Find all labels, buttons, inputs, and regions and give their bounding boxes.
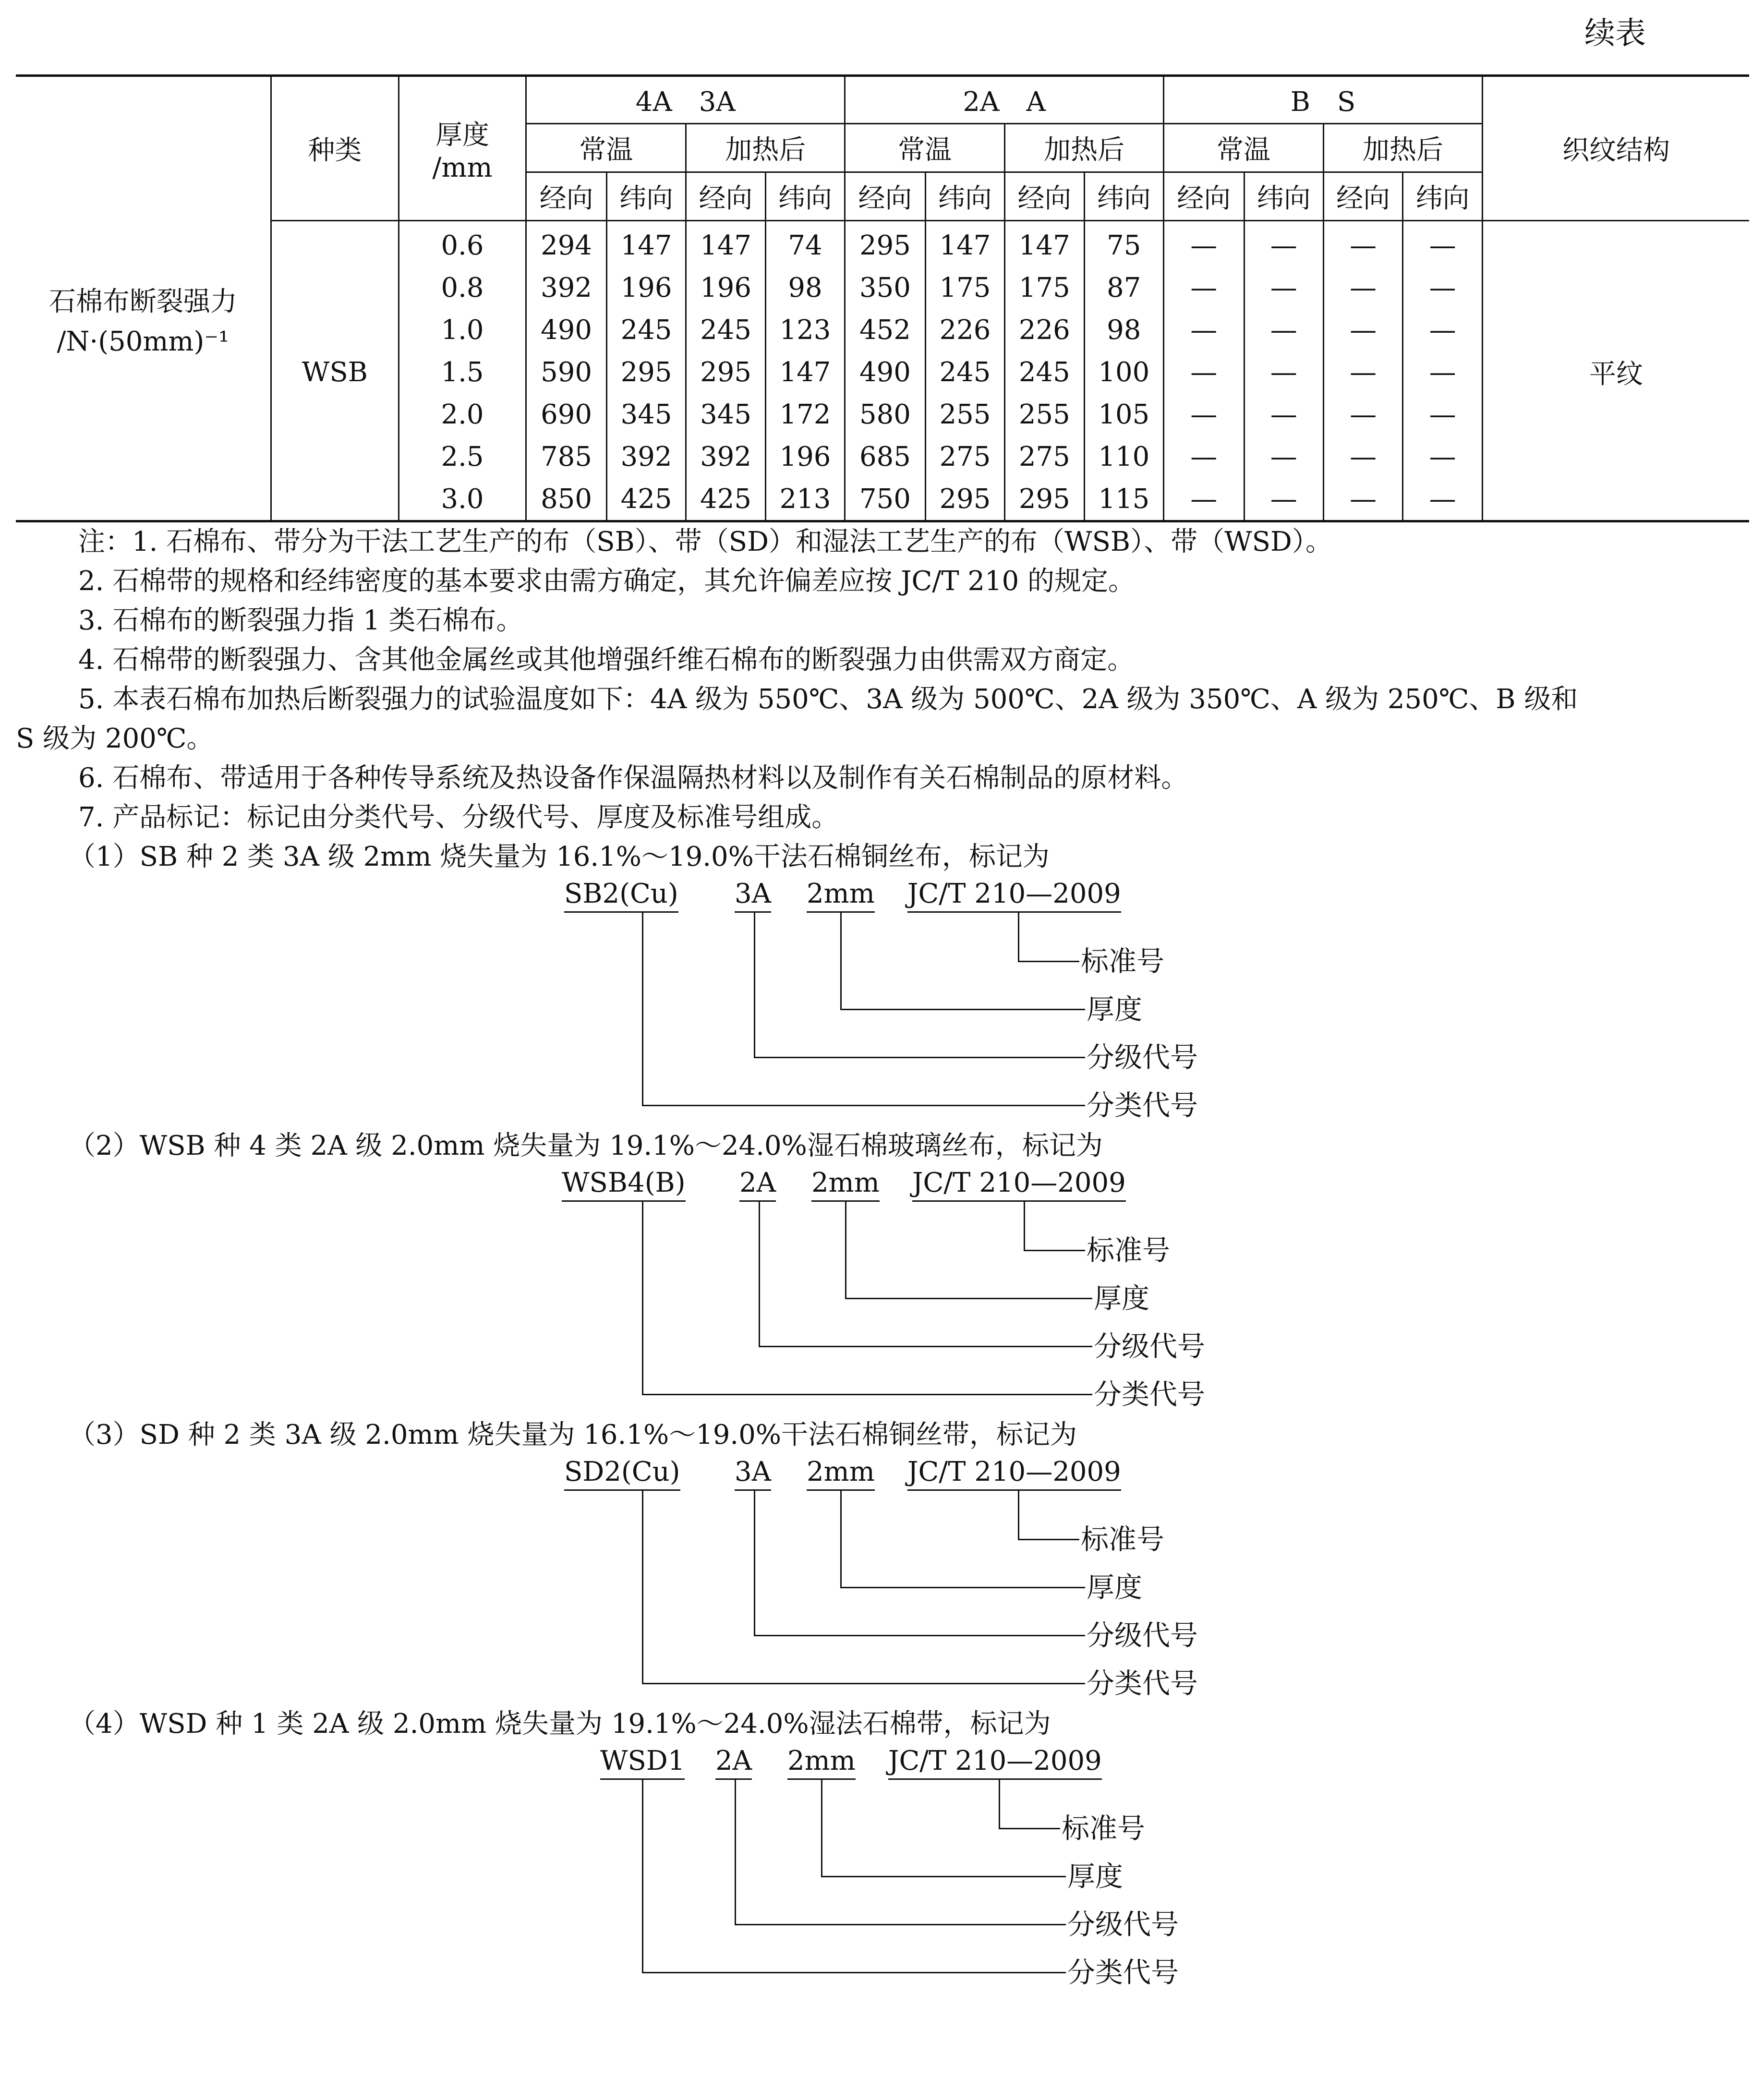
thickness-cell: 1.5 [399, 351, 526, 393]
example-4-title: （4）WSD 种 1 类 2A 级 2.0mm 烧失量为 19.1%～24.0%湿法石棉带，标记为 [69, 1708, 1051, 1740]
direction-header: 纬向 [606, 172, 686, 221]
connector-line [845, 1202, 846, 1299]
value-cell: — [1403, 435, 1482, 478]
value-cell: 255 [925, 393, 1004, 435]
standard-code: JC/T 210—2009 [912, 1166, 1126, 1202]
value-cell: 110 [1084, 435, 1163, 478]
direction-header: 纬向 [765, 172, 845, 221]
grade-group-header: B S [1164, 76, 1483, 124]
value-cell: 115 [1084, 478, 1163, 521]
connector-line [642, 1202, 643, 1395]
connector-line [754, 913, 755, 1058]
value-cell: 425 [606, 478, 686, 521]
connector-line [840, 1491, 842, 1588]
table-row [16, 221, 1749, 267]
thickness-header-label: 厚度 [435, 119, 490, 151]
table-body [16, 221, 1749, 521]
value-cell: 850 [526, 478, 606, 521]
value-cell: — [1323, 221, 1402, 267]
value-cell: — [1164, 393, 1244, 435]
condition-header: 加热后 [1323, 124, 1482, 172]
weave-cell: 平纹 [1482, 221, 1749, 521]
condition-header: 常温 [845, 124, 1005, 172]
value-cell: 490 [845, 351, 925, 393]
value-cell: 245 [925, 351, 1004, 393]
value-cell: — [1244, 393, 1323, 435]
value-cell: 147 [606, 221, 686, 267]
connector-line [642, 1972, 1066, 1973]
thickness-cell: 1.0 [399, 309, 526, 351]
grade-code: 3A [735, 1455, 771, 1491]
thickness-code: 2mm [807, 877, 875, 913]
value-cell: 245 [606, 309, 686, 351]
connector-line [1018, 1491, 1019, 1540]
connector-line [735, 1780, 736, 1925]
grade-code: 2A [739, 1166, 776, 1202]
thickness-label: 厚度 [1087, 1571, 1143, 1604]
value-cell: 226 [1005, 309, 1084, 351]
thickness-cell: 3.0 [399, 478, 526, 521]
value-cell: 255 [1005, 393, 1084, 435]
connector-line [1018, 961, 1079, 962]
value-cell: — [1403, 266, 1482, 309]
value-cell: — [1164, 221, 1244, 267]
connector-line [642, 1105, 1085, 1106]
value-cell: 226 [925, 309, 1004, 351]
value-cell: — [1244, 309, 1323, 351]
thickness-cell: 0.8 [399, 266, 526, 309]
connector-line [999, 1828, 1060, 1829]
category-label: 分类代号 [1087, 1089, 1198, 1122]
value-cell: 245 [686, 309, 765, 351]
grade-label: 分级代号 [1087, 1041, 1198, 1074]
direction-header: 纬向 [925, 172, 1004, 221]
direction-header: 经向 [1164, 172, 1244, 221]
continued-label: 续表 [1584, 16, 1646, 51]
category-code: WSB4(B) [562, 1166, 686, 1202]
example-1-title: （1）SB 种 2 类 3A 级 2mm 烧失量为 16.1%～19.0%干法石棉铜丝布，标记为 [69, 841, 1050, 872]
value-cell: 147 [765, 351, 845, 393]
value-cell: — [1323, 478, 1402, 521]
value-cell: 147 [925, 221, 1004, 267]
property-title: 石棉布断裂强力 [48, 286, 237, 318]
category-code: SB2(Cu) [564, 877, 678, 913]
category-label: 分类代号 [1094, 1378, 1206, 1411]
connector-line [759, 1202, 760, 1347]
value-cell: — [1164, 351, 1244, 393]
marking-diagram-1 [16, 877, 1749, 1122]
connector-line [754, 1635, 1085, 1636]
value-cell: 87 [1084, 266, 1163, 309]
connector-line [845, 1298, 1092, 1299]
value-cell: — [1323, 351, 1402, 393]
value-cell: — [1244, 435, 1323, 478]
value-cell: 295 [845, 221, 925, 267]
standard-label: 标准号 [1081, 1523, 1165, 1556]
grade-label: 分级代号 [1094, 1330, 1206, 1363]
category-label: 分类代号 [1067, 1956, 1179, 1989]
weave-header: 织纹结构 [1482, 76, 1749, 221]
thickness-header [399, 76, 526, 221]
notes-section [16, 522, 1749, 1989]
value-cell: 100 [1084, 351, 1163, 393]
connector-line [642, 913, 643, 1106]
standard-label: 标准号 [1081, 945, 1165, 978]
example-2-title: （2）WSB 种 4 类 2A 级 2.0mm 烧失量为 19.1%～24.0%湿石棉玻璃丝布，标记为 [69, 1130, 1103, 1161]
value-cell: — [1403, 309, 1482, 351]
value-cell: 295 [686, 351, 765, 393]
direction-header: 纬向 [1084, 172, 1163, 221]
grade-code: 2A [715, 1744, 752, 1780]
note-5-continued: S 级为 200℃。 [16, 723, 214, 754]
value-cell: — [1244, 266, 1323, 309]
connector-line [642, 1683, 1085, 1684]
connector-line [735, 1924, 1066, 1925]
value-cell: — [1403, 393, 1482, 435]
note-1: 注：1. 石棉布、带分为干法工艺生产的布（SB）、带（SD）和湿法工艺生产的布（WSB）、带（WSD）。 [78, 526, 1332, 557]
note-5: 5. 本表石棉布加热后断裂强力的试验温度如下：4A 级为 550℃、3A 级为 500℃、2A 级为 350℃、A 级为 250℃、B 级和 [78, 684, 1578, 715]
value-cell: 580 [845, 393, 925, 435]
value-cell: 147 [686, 221, 765, 267]
value-cell: 392 [686, 435, 765, 478]
standard-code: JC/T 210—2009 [907, 877, 1121, 913]
value-cell: 452 [845, 309, 925, 351]
property-unit: /N·(50mm)⁻¹ [57, 326, 230, 358]
grade-group-header: 2A A [845, 76, 1164, 124]
thickness-header-unit: /mm [432, 152, 493, 183]
thickness-label: 厚度 [1087, 993, 1143, 1026]
connector-line [840, 1587, 1085, 1588]
connector-line [1024, 1250, 1085, 1251]
value-cell: 74 [765, 221, 845, 267]
value-cell: 425 [686, 478, 765, 521]
connector-line [1018, 913, 1019, 962]
marking-diagram-2 [16, 1166, 1749, 1411]
value-cell: 350 [845, 266, 925, 309]
grade-group-header: 4A 3A [526, 76, 845, 124]
direction-header: 经向 [845, 172, 925, 221]
thickness-code: 2mm [807, 1455, 875, 1491]
connector-line [754, 1057, 1085, 1058]
connector-line [999, 1780, 1000, 1829]
condition-header: 加热后 [686, 124, 845, 172]
value-cell: 750 [845, 478, 925, 521]
value-cell: 196 [686, 266, 765, 309]
value-cell: 98 [765, 266, 845, 309]
value-cell: 196 [765, 435, 845, 478]
value-cell: — [1164, 309, 1244, 351]
value-cell: 295 [1005, 478, 1084, 521]
category-code: SD2(Cu) [564, 1455, 680, 1491]
direction-header: 经向 [686, 172, 765, 221]
standard-code: JC/T 210—2009 [888, 1744, 1102, 1780]
connector-line [759, 1346, 1092, 1347]
thickness-cell: 2.0 [399, 393, 526, 435]
value-cell: 172 [765, 393, 845, 435]
value-cell: 105 [1084, 393, 1163, 435]
grade-code: 3A [735, 877, 771, 913]
value-cell: 392 [526, 266, 606, 309]
kind-header: 种类 [271, 76, 399, 221]
value-cell: — [1323, 393, 1402, 435]
value-cell: 690 [526, 393, 606, 435]
direction-header: 纬向 [1403, 172, 1482, 221]
condition-header: 常温 [1164, 124, 1324, 172]
thickness-code: 2mm [811, 1166, 880, 1202]
kind-cell: WSB [271, 221, 399, 521]
value-cell: 275 [925, 435, 1004, 478]
value-cell: 213 [765, 478, 845, 521]
value-cell: 785 [526, 435, 606, 478]
marking-diagram-4 [16, 1744, 1749, 1989]
value-cell: — [1164, 266, 1244, 309]
thickness-code: 2mm [787, 1744, 856, 1780]
connector-line [840, 1009, 1085, 1010]
direction-header: 经向 [526, 172, 606, 221]
direction-header: 纬向 [1244, 172, 1323, 221]
value-cell: — [1323, 266, 1402, 309]
value-cell: 685 [845, 435, 925, 478]
value-cell: 175 [925, 266, 1004, 309]
value-cell: 345 [686, 393, 765, 435]
example-3-title: （3）SD 种 2 类 3A 级 2.0mm 烧失量为 16.1%～19.0%干法石棉铜丝带，标记为 [69, 1419, 1077, 1450]
value-cell: — [1164, 478, 1244, 521]
property-cell [16, 221, 271, 521]
direction-header: 经向 [1323, 172, 1402, 221]
thickness-cell: 2.5 [399, 435, 526, 478]
category-label: 分类代号 [1087, 1667, 1198, 1700]
connector-line [1018, 1539, 1079, 1540]
category-code: WSD1 [600, 1744, 685, 1780]
connector-line [642, 1780, 643, 1973]
value-cell: — [1323, 435, 1402, 478]
value-cell: 175 [1005, 266, 1084, 309]
value-cell: — [1403, 351, 1482, 393]
value-cell: 123 [765, 309, 845, 351]
value-cell: 294 [526, 221, 606, 267]
value-cell: — [1164, 435, 1244, 478]
value-cell: 295 [925, 478, 1004, 521]
standard-label: 标准号 [1062, 1812, 1146, 1845]
connector-line [840, 913, 842, 1010]
connector-line [642, 1394, 1092, 1395]
value-cell: 590 [526, 351, 606, 393]
value-cell: — [1244, 221, 1323, 267]
condition-header: 加热后 [1005, 124, 1164, 172]
value-cell: — [1403, 478, 1482, 521]
connector-line [821, 1780, 822, 1877]
marking-diagram-3 [16, 1455, 1749, 1700]
thickness-label: 厚度 [1067, 1860, 1124, 1893]
connector-line [1024, 1202, 1025, 1251]
value-cell: — [1244, 351, 1323, 393]
thickness-cell: 0.6 [399, 221, 526, 267]
grade-label: 分级代号 [1067, 1908, 1179, 1941]
note-6: 6. 石棉布、带适用于各种传导系统及热设备作保温隔热材料以及制作有关石棉制品的原材料。 [78, 762, 1188, 794]
direction-header: 经向 [1005, 172, 1084, 221]
property-header-cell [16, 76, 271, 221]
value-cell: 245 [1005, 351, 1084, 393]
connector-line [821, 1876, 1066, 1877]
value-cell: 196 [606, 266, 686, 309]
value-cell: — [1323, 309, 1402, 351]
strength-table [16, 74, 1749, 522]
value-cell: 345 [606, 393, 686, 435]
thickness-label: 厚度 [1094, 1282, 1150, 1315]
value-cell: 275 [1005, 435, 1084, 478]
value-cell: — [1403, 221, 1482, 267]
value-cell: 490 [526, 309, 606, 351]
note-3: 3. 石棉布的断裂强力指 1 类石棉布。 [78, 605, 523, 636]
standard-label: 标准号 [1087, 1234, 1171, 1267]
note-4: 4. 石棉带的断裂强力、含其他金属丝或其他增强纤维石棉布的断裂强力由供需双方商定。 [78, 644, 1135, 676]
note-2: 2. 石棉带的规格和经纬密度的基本要求由需方确定，其允许偏差应按 JC/T 210 的规定。 [78, 566, 1136, 597]
connector-line [754, 1491, 755, 1636]
value-cell: 392 [606, 435, 686, 478]
value-cell: 295 [606, 351, 686, 393]
standard-code: JC/T 210—2009 [907, 1455, 1121, 1491]
value-cell: 147 [1005, 221, 1084, 267]
note-7: 7. 产品标记：标记由分类代号、分级代号、厚度及标准号组成。 [78, 802, 839, 833]
value-cell: 75 [1084, 221, 1163, 267]
value-cell: — [1244, 478, 1323, 521]
value-cell: 98 [1084, 309, 1163, 351]
condition-header: 常温 [526, 124, 686, 172]
connector-line [642, 1491, 643, 1684]
grade-label: 分级代号 [1087, 1619, 1198, 1652]
